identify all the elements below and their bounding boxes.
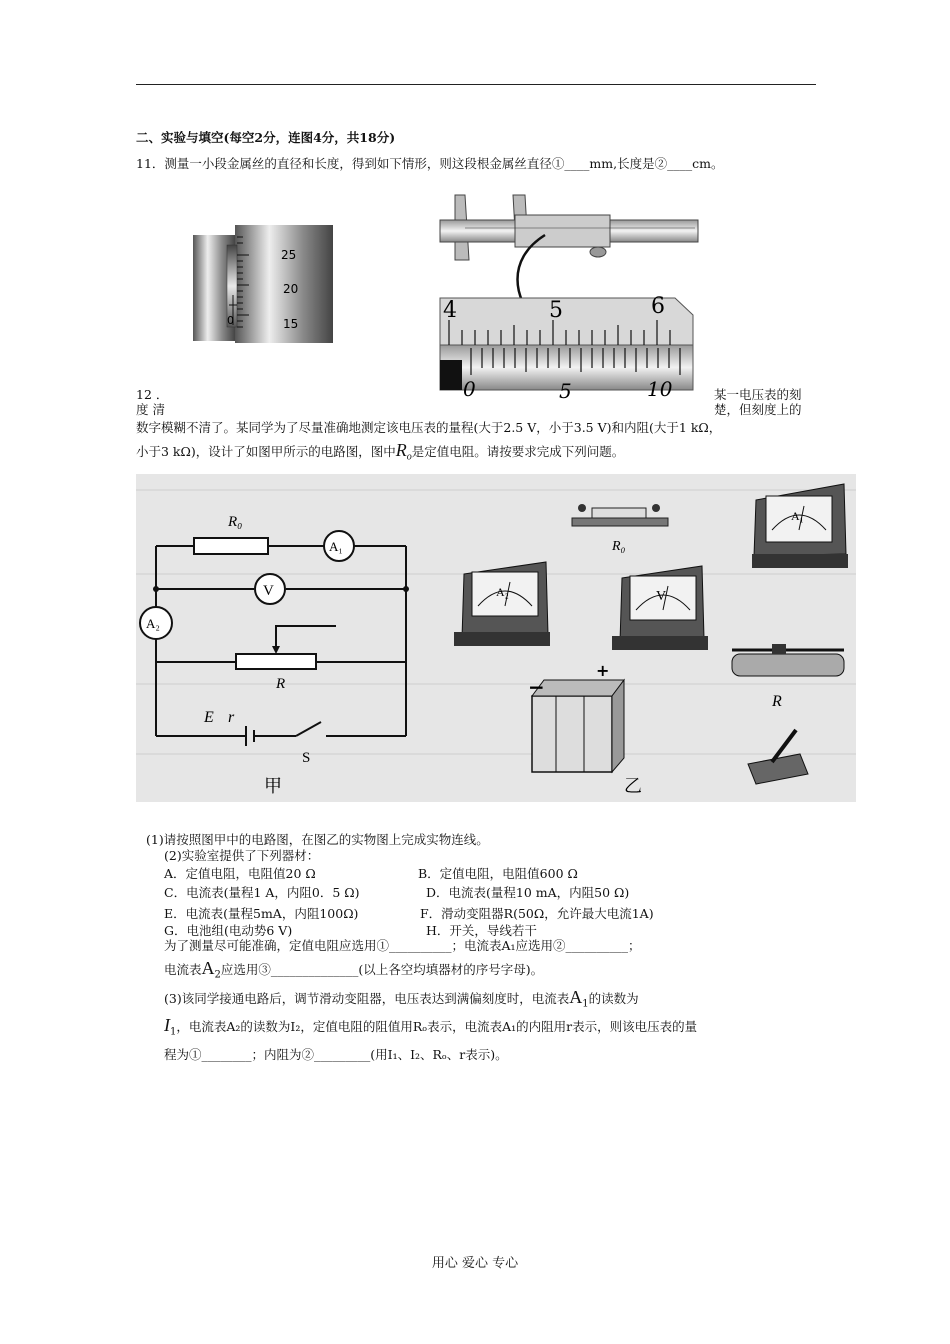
question-11: 11．测量一小段金属丝的直径和长度，得到如下情形，则这段根金属丝直径①____mm,长度是②____cm。	[136, 156, 724, 171]
label-R0: R₀	[228, 514, 243, 530]
q12-line2-right: 楚，但刻度上的	[714, 402, 802, 417]
caliper-vernier-label: 0	[463, 377, 476, 400]
equipment-B: B．定值电阻，电阻值600 Ω	[418, 866, 578, 881]
part-3-line2: $I_1$，电流表A₂的读数为I₂，定值电阻的阻值用Rₒ表示，电流表A₁的内阻用r表示，则该电压表的量	[164, 1015, 698, 1038]
caliper-main-label: 6	[651, 294, 665, 319]
q12-line1-left: 12 ．	[136, 387, 169, 402]
label-S: S	[302, 750, 311, 766]
section-title: 二、实验与填空(每空2分，连图4分，共18分)	[136, 130, 396, 145]
equipment-C: C．电流表(量程1 A，内阻0．5 Ω)	[164, 885, 360, 900]
circuit-figure	[136, 474, 856, 802]
micrometer-label: 25	[281, 248, 297, 262]
rheostat-device	[732, 644, 844, 676]
vernier-caliper-figure	[435, 190, 700, 400]
equipment-D: D．电流表(量程10 mA，内阻50 Ω)	[426, 885, 630, 900]
label-A1-device: A₁	[791, 509, 804, 523]
part-2-line2: 电流表$A_2$应选用③______________(以上各空均填器材的序号字母)。	[164, 958, 544, 981]
q12-line1-right: 某一电压表的刻	[714, 387, 802, 402]
caliper-main-label: 4	[443, 298, 457, 323]
ammeter-A2-device	[454, 562, 550, 646]
label-jia: 甲	[264, 776, 282, 797]
caliper-vernier-label: 10	[647, 377, 673, 400]
caliper-vernier-label: 5	[559, 379, 572, 400]
top-rule	[136, 84, 816, 85]
part-2-title: (2)实验室提供了下列器材：	[164, 848, 320, 863]
part-3-line1: (3)该同学接通电路后，调节滑动变阻器，电压表达到满偏刻度时，电流表$A_1$的读数为	[164, 987, 639, 1010]
label-A2: A₂	[146, 616, 160, 631]
svg-text:+: +	[596, 661, 610, 680]
ammeter-A1-device	[752, 484, 848, 568]
part-3-line3: 程为①________；内阻为②_________(用I₁、I₂、Rₒ、r表示)。	[164, 1047, 508, 1062]
label-R0-device: R₀	[612, 539, 626, 554]
label-V-device: V	[656, 589, 667, 604]
svg-text:−: −	[528, 675, 545, 699]
q12-line4: 小于3 kΩ)，设计了如图甲所示的电路图，图中$R_o$是定值电阻。请按要求完成下列问题。	[136, 440, 625, 463]
label-yi: 乙	[624, 776, 642, 797]
label-R: R	[276, 676, 286, 692]
micrometer-label: 0	[227, 314, 234, 327]
micrometer-figure	[193, 225, 333, 343]
micrometer-label: 15	[283, 317, 299, 331]
label-A1: A₁	[329, 539, 343, 554]
equipment-E: E．电流表(量程5mA，内阻100Ω)	[164, 906, 359, 921]
caliper-main-label: 5	[549, 298, 563, 323]
micrometer-label: 20	[283, 282, 299, 296]
equipment-A: A．定值电阻，电阻值20 Ω	[164, 866, 316, 881]
equipment-H: H．开关，导线若干	[426, 923, 537, 938]
q12-line3: 数字模糊不清了。某同学为了尽量准确地测定该电压表的量程(大于2.5 V，小于3.5 V)和内阻(大于1 kΩ，	[136, 420, 722, 435]
voltmeter-device	[612, 566, 708, 650]
label-E: E	[204, 709, 214, 726]
part-2-line1: 为了测量尽可能准确，定值电阻应选用①__________；电流表A₁应选用②__________；	[164, 938, 641, 953]
label-r: r	[228, 709, 235, 726]
page-footer: 用心 爱心 专心	[431, 1256, 519, 1271]
equipment-F: F．滑动变阻器R(50Ω，允许最大电流1A)	[420, 906, 654, 921]
label-A2-device: A₂	[496, 585, 509, 599]
part-1: (1)请按照图甲中的电路图，在图乙的实物图上完成实物连线。	[146, 832, 489, 847]
q12-line2-left: 度 清	[136, 402, 165, 417]
label-R-device: R	[772, 693, 782, 710]
label-V: V	[263, 583, 274, 599]
equipment-G: G．电池组(电动势6 V)	[164, 923, 293, 938]
